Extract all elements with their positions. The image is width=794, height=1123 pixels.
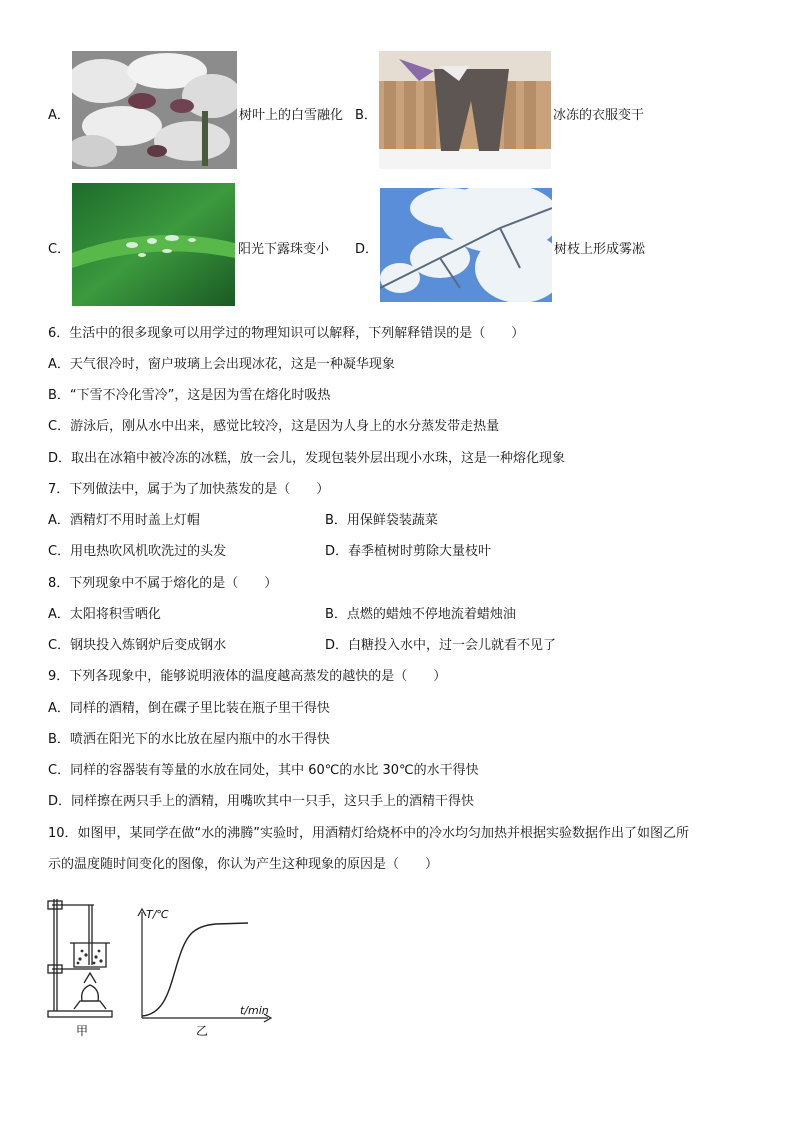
q9-option-b: B．喷洒在阳光下的水比放在屋内瓶中的水干得快 bbox=[48, 732, 330, 747]
q6-option-b: B．“下雪不冷化雪冷”，这是因为雪在熔化时吸热 bbox=[48, 388, 331, 403]
q9-stem: 9．下列各现象中，能够说明液体的温度越高蒸发的越快的是（ ） bbox=[48, 669, 447, 684]
dew-drops-photo bbox=[72, 183, 235, 306]
q9-option-a: A．同样的酒精，倒在碟子里比装在瓶子里干得快 bbox=[48, 701, 330, 716]
q6-option-d: D．取出在冰箱中被冷冻的冰糕，放一会儿，发现包装外层出现小水珠，这是一种熔化现象 bbox=[48, 451, 566, 466]
q5-option-a-letter: A． bbox=[48, 108, 70, 123]
boiling-apparatus-diagram bbox=[44, 893, 120, 1023]
q6-stem: 6．生活中的很多现象可以用学过的物理知识可以解释，下列解释错误的是（ ） bbox=[48, 326, 525, 341]
q8-stem: 8．下列现象中不属于熔化的是（ ） bbox=[48, 576, 278, 591]
q9-option-c: C．同样的容器装有等量的水放在同处，其中 60℃的水比 30℃的水干得快 bbox=[48, 763, 479, 778]
q8-option-b: B．点燃的蜡烛不停地流着蜡烛油 bbox=[325, 607, 516, 622]
q6-option-c: C．游泳后，刚从水中出来，感觉比较冷，这是因为人身上的水分蒸发带走热量 bbox=[48, 419, 500, 434]
q5-option-b-caption: 冰冻的衣服变干 bbox=[553, 108, 645, 123]
y-axis-label: T/℃ bbox=[146, 908, 169, 921]
q5-option-b-letter: B． bbox=[355, 108, 377, 123]
q7-option-b: B．用保鲜袋装蔬菜 bbox=[325, 513, 438, 528]
x-axis-label: t/min bbox=[240, 1004, 269, 1017]
q7-stem: 7．下列做法中，属于为了加快蒸发的是（ ） bbox=[48, 482, 330, 497]
q5-option-d-caption: 树枝上形成雾凇 bbox=[554, 242, 646, 257]
q8-option-a: A．太阳将积雪晒化 bbox=[48, 607, 161, 622]
q7-option-c: C．用电热吹风机吹洗过的头发 bbox=[48, 544, 227, 559]
figure-a-label: 甲 bbox=[76, 1024, 89, 1038]
q5-option-c-letter: C． bbox=[48, 242, 71, 257]
q7-option-d: D．春季植树时剪除大量枝叶 bbox=[325, 544, 492, 559]
temperature-curve bbox=[142, 923, 248, 1016]
q5-option-a-caption: 树叶上的白雪融化 bbox=[239, 108, 344, 123]
q7-option-a: A．酒精灯不用时盖上灯帽 bbox=[48, 513, 200, 528]
snow-leaves-photo bbox=[72, 51, 237, 169]
q9-option-d: D．同样擦在两只手上的酒精，用嘴吹其中一只手，这只手上的酒精干得快 bbox=[48, 794, 475, 809]
q10-stem-line2: 示的温度随时间变化的图像，你认为产生这种现象的原因是（ ） bbox=[48, 857, 439, 872]
figure-b-label: 乙 bbox=[196, 1024, 209, 1038]
q6-option-a: A．天气很冷时，窗户玻璃上会出现冰花，这是一种凝华现象 bbox=[48, 357, 395, 372]
frozen-clothes-photo bbox=[379, 51, 551, 169]
q8-option-c: C．钢块投入炼钢炉后变成钢水 bbox=[48, 638, 227, 653]
q10-stem-line1: 10．如图甲，某同学在做“水的沸腾”实验时，用酒精灯给烧杯中的冷水均匀加热并根据实验数据作出了如图乙所 bbox=[48, 826, 690, 841]
q8-option-d: D．白糖投入水中，过一会儿就看不见了 bbox=[325, 638, 557, 653]
q5-option-c-caption: 阳光下露珠变小 bbox=[238, 242, 330, 257]
q5-option-d-letter: D． bbox=[355, 242, 379, 257]
rime-branch-photo bbox=[380, 188, 552, 302]
